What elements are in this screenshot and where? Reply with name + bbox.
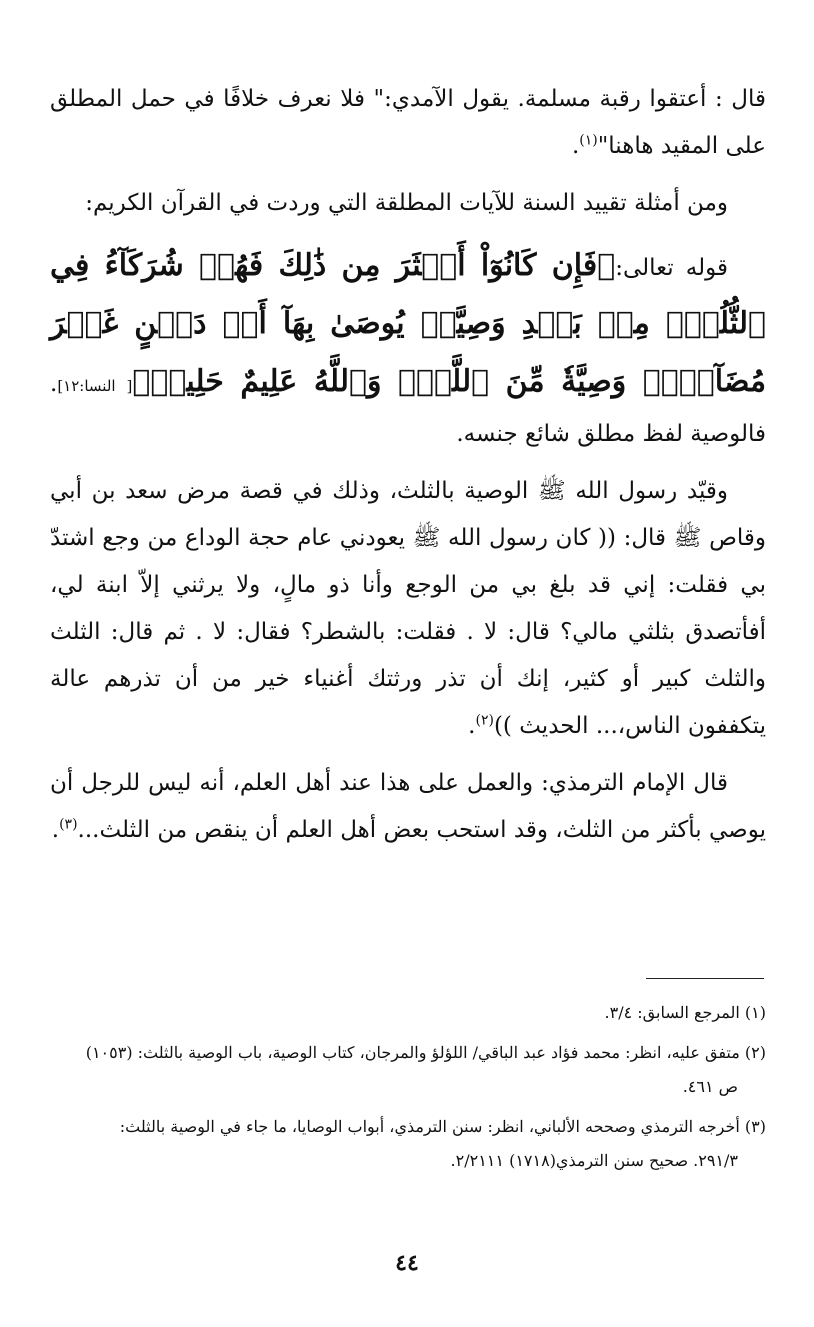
footnote-2-line-2: ص ٤٦١. (682, 1077, 738, 1096)
hadith-text: وقيّد رسول الله ﷺ الوصية بالثلث، وذلك في قصة مرض سعد بن أبي وقاص ﷺ قال: (( كان رسول الله ﷺ يعودني عام حجة الوداع من وجع اشتدّ بي فقلت: إني قد بلغ بي من الوجع وأنا ذو مالٍ، ولا يرثني إلاّ ابنة لي، أفأتصدق بثلثي مالي؟ قال: لا . فقلت: بالشطر؟ فقال: لا . ثم قال: الثلث والثلث كبير أو كثير، إنك أن تذر ورثتك أغنياء خير من أن تذرهم عالة يتكففون الناس،... الحديث )) (50, 478, 766, 739)
footnote-ref-1: (١) (579, 132, 598, 149)
footnote-ref-3: (٣) (59, 816, 78, 833)
verse-reference: [ النسا:١٢] (57, 377, 133, 395)
verse-comment: . فالوصية لفظ مطلق شائع جنسه. (50, 371, 766, 447)
footnote-2 (50, 1036, 766, 1104)
footnotes (50, 996, 766, 1184)
tirmidhi-quote: قال الإمام الترمذي: والعمل على هذا عند أهل العلم، أنه ليس للرجل أن يوصي بأكثر من الثلث، وقد استحب بعض أهل العلم أن ينقص من الثلث... (50, 770, 766, 843)
paragraph-2: ومن أمثلة تقييد السنة للآيات المطلقة التي وردت في القرآن الكريم: (85, 190, 728, 216)
page-number: ٤٤ (395, 1250, 419, 1276)
paragraph-3 (50, 237, 766, 458)
footnote-1: (١) المرجع السابق: ٣/٤. (604, 1003, 766, 1022)
paragraph-4 (50, 468, 766, 750)
paragraph-5-end: . (51, 817, 60, 843)
paragraph-5 (50, 760, 766, 854)
main-text (50, 76, 766, 864)
paragraph-4-end: . (468, 713, 476, 739)
footnote-ref-2: (٢) (475, 712, 494, 729)
footnote-3-line-2: ٢٩١/٣. صحيح سنن الترمذي(١٧١٨) ٢/٢١١١. (450, 1151, 738, 1170)
footnote-3-line-1: (٣) أخرجه الترمذي وصححه الألباني، انظر: سنن الترمذي، أبواب الوصايا، ما جاء في الوصية بالثلث: (119, 1117, 766, 1136)
footnote-separator (646, 978, 764, 979)
footnote-3 (50, 1110, 766, 1178)
quran-verse: ﴿فَإِن كَانُوٓاْ أَكۡثَرَ مِن ذَٰلِكَ فَهُمۡ شُرَكَآءُ فِي ٱلثُّلُثِۚ مِنۢ بَعۡدِ وَصِيَّةٖ يُوصَىٰ بِهَآ أَوۡ دَيۡنٍ غَيۡرَ مُضَآرّٖۚ وَصِيَّةٗ مِّنَ ٱللَّهِۗ وَٱللَّهُ عَلِيمٌ حَلِيمٞ﴾ (50, 248, 767, 399)
paragraph-1-text: قال : أعتقوا رقبة مسلمة. يقول الآمدي:" فلا نعرف خلافًا في حمل المطلق على المقيد هاهنا" (50, 86, 766, 159)
footnote-2-line-1: (٢) متفق عليه، انظر: محمد فؤاد عبد الباقي/ اللؤلؤ والمرجان، كتاب الوصية، باب الوصية بالثلث: (١٠٥٣) (85, 1043, 766, 1062)
paragraph-1: قال : أعتقوا رقبة مسلمة. يقول الآمدي:" فلا نعرف خلافًا في حمل المطلق على المقيد هاهنا"$^{(١)}$. (50, 86, 766, 159)
verse-intro: قوله تعالى: (615, 255, 728, 281)
